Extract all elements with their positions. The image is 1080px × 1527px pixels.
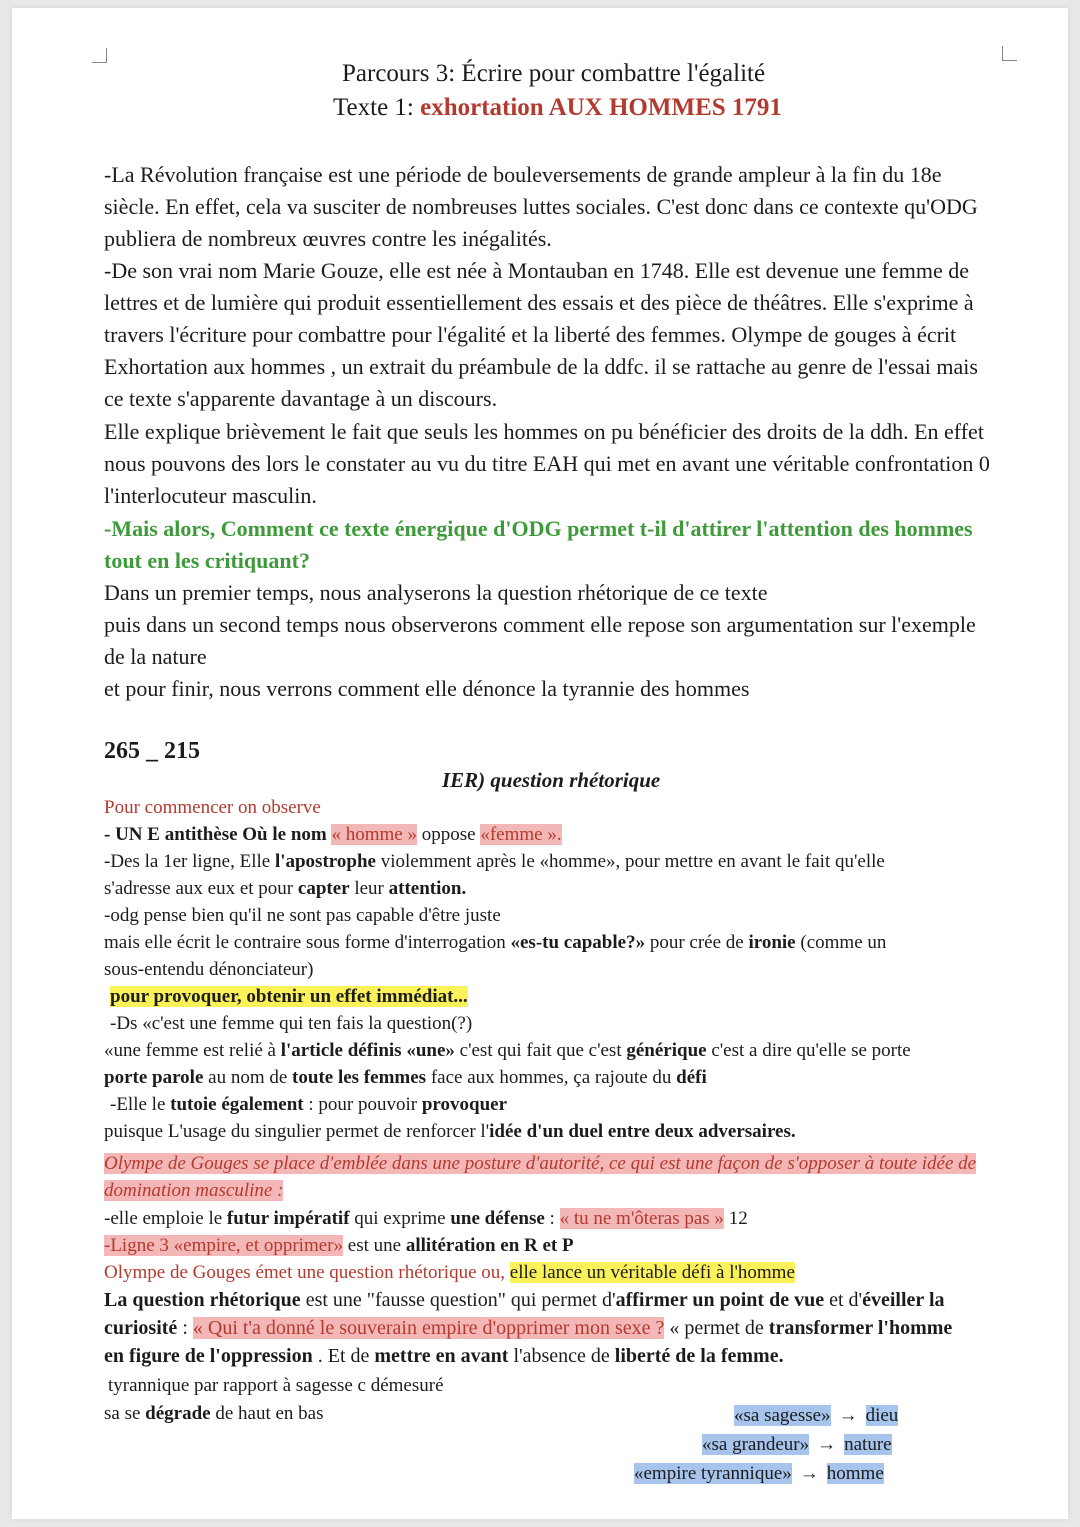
arrow-icon: → — [799, 1463, 819, 1484]
note-text: . Et de — [312, 1345, 375, 1367]
note-line-20 — [104, 1345, 784, 1368]
note-text: violemment après le «homme», pour mettre en avant le fait qu'elle — [375, 851, 885, 872]
note-text: sa se — [104, 1403, 146, 1424]
note-bold: attention. — [388, 878, 467, 899]
note-text: c'est qui fait que c'est — [454, 1040, 627, 1061]
note-line-5: -odg pense bien qu'il ne sont pas capable d'être juste — [104, 905, 501, 926]
note-bold: allitération en R et P — [405, 1235, 574, 1256]
note-text: : pour pouvoir — [303, 1094, 422, 1115]
note-text: : — [177, 1317, 193, 1339]
plan-part-2: puis dans un second temps nous observerons comment elle repose son argumentation sur l'exemple de la nature — [104, 612, 976, 669]
note-line-7: sous-entendu dénonciateur) — [104, 959, 314, 980]
corner-mark-right — [1002, 46, 1017, 61]
note-bold: éveiller la — [862, 1289, 945, 1311]
note-line-18 — [104, 1289, 945, 1312]
note-text: l'absence de — [508, 1345, 615, 1367]
note-line-15 — [104, 1208, 748, 1230]
note-text: mais elle écrit le contraire sous forme d'interrogation — [104, 932, 511, 953]
note-line-16 — [104, 1235, 574, 1257]
note-line-3 — [104, 851, 885, 873]
plan-part-3: et pour finir, nous verrons comment elle dénonce la tyrannie des hommes — [104, 676, 750, 701]
problematique: -Mais alors, Comment ce texte énergique d'ODG permet t-il d'attirer l'attention des hommes tout en les critiquant? — [104, 516, 973, 573]
title-line-1: Parcours 3: Écrire pour combattre l'égalité — [342, 60, 766, 87]
note-text: : — [544, 1208, 560, 1229]
note-bold: l'article définis «une» — [280, 1040, 455, 1061]
note-bold: ironie — [748, 932, 796, 953]
note-bold: «es-tu capable?» — [510, 932, 646, 953]
highlight-provoquer: pour provoquer, obtenir un effet immédiat... — [110, 986, 468, 1007]
note-bold: générique — [626, 1040, 707, 1061]
note-bold: défi — [676, 1067, 707, 1088]
note-line-13 — [104, 1121, 796, 1143]
mapping-right: homme — [826, 1463, 884, 1484]
note-text: pour crée de — [645, 932, 749, 953]
mapping-row-1 — [734, 1405, 898, 1427]
mapping-right: nature — [844, 1434, 892, 1455]
note-bold: La question rhétorique — [104, 1289, 301, 1311]
note-bold: idée d'un duel entre deux adversaires. — [489, 1121, 796, 1142]
note-text: « permet de — [664, 1317, 769, 1339]
section-title: IER) question rhétorique — [442, 768, 661, 792]
note-text: - UN E antithèse Où le nom — [104, 824, 332, 845]
note-bold: en figure de l'oppression — [104, 1345, 313, 1367]
mapping-left: «empire tyrannique» — [634, 1463, 792, 1484]
mapping-right: dieu — [865, 1405, 899, 1426]
highlight-femme: «femme ». — [480, 824, 562, 845]
arrow-icon: → — [817, 1434, 837, 1455]
intro-paragraph-3: Elle explique brièvement le fait que seuls les hommes on pu bénéficier des droits de la ddh. En effet nous pouvons des lors le constater au vu du titre EAH qui met en avant une véritable confrontation 0 l'interlocuteur masculin. — [104, 419, 990, 508]
note-text: 12 — [723, 1208, 748, 1229]
note-text: face aux hommes, ça rajoute du — [426, 1067, 677, 1088]
note-text: au nom de — [203, 1067, 293, 1088]
page-numbers: 265 _ 215 — [104, 738, 200, 764]
note-bold: liberté de la femme. — [614, 1345, 784, 1367]
note-text: Olympe de Gouges émet une question rhétorique ou, — [104, 1262, 510, 1283]
mapping-row-3 — [634, 1463, 884, 1485]
note-text: est une — [343, 1235, 406, 1256]
note-text: «une femme est relié à — [104, 1040, 281, 1061]
note-line-6 — [104, 932, 886, 954]
arrow-icon: → — [838, 1405, 858, 1426]
title-prefix: Texte 1: — [333, 94, 421, 121]
intro-paragraph-2: -De son vrai nom Marie Gouze, elle est née à Montauban en 1748. Elle est devenue une femme de lettres et de lumière qui produit essentiellement des essais et des pièce de théâtres. Elle s'exprime à travers l'écriture pour combattre pour l'égalité et la liberté des femmes. Olympe de gouges à écrit Exhortation aux hommes , un extrait du préambule de la ddfc. il se rattache au genre de l'essai mais ce texte s'apparente davantage à un discours. — [104, 258, 978, 411]
mapping-left: «sa sagesse» — [734, 1405, 831, 1426]
note-bold: capter — [297, 878, 350, 899]
highlight-quote: « tu ne m'ôteras pas » — [559, 1208, 724, 1229]
note-text: -elle emploie le — [104, 1208, 227, 1229]
highlight-autorite: Olympe de Gouges se place d'emblée dans une posture d'autorité, ce qui est une façon de s'opposer à toute idée de domination masculine : — [104, 1153, 977, 1201]
note-text: est une "fausse question" qui permet d' — [300, 1289, 616, 1311]
note-text: puisque L'usage du singulier permet de renforcer l' — [104, 1121, 490, 1142]
plan-part-1: Dans un premier temps, nous analyserons la question rhétorique de ce texte — [104, 580, 768, 605]
note-text: -Elle le — [110, 1094, 171, 1115]
note-text: oppose — [416, 824, 481, 845]
note-text: et d' — [824, 1289, 863, 1311]
note-line-17 — [104, 1262, 795, 1284]
note-bold: curiosité — [104, 1317, 178, 1339]
note-line-19 — [104, 1317, 952, 1340]
intro-paragraph-1: -La Révolution française est une période de bouleversements de grande ampleur à la fin du 18e siècle. En effet, cela va susciter de nombreuses luttes sociales. C'est donc dans ce contexte qu'ODG publiera de nombreux œuvres contre les inégalités. — [104, 162, 978, 251]
note-line-21: tyrannique par rapport à sagesse c démesuré — [108, 1375, 444, 1396]
mapping-row-2 — [702, 1434, 892, 1456]
highlight-ligne3: -Ligne 3 «empire, et opprimer» — [104, 1235, 344, 1256]
note-bold: une défense — [450, 1208, 545, 1229]
note-line-22 — [104, 1403, 324, 1425]
note-text: leur — [349, 878, 389, 899]
highlight-question: « Qui t'a donné le souverain empire d'opprimer mon sexe ? — [192, 1317, 665, 1339]
note-bold: mettre en avant — [374, 1345, 509, 1367]
note-line-12 — [110, 1094, 507, 1116]
note-text: c'est a dire qu'elle se porte — [706, 1040, 911, 1061]
corner-mark-left — [92, 48, 107, 63]
note-bold: affirmer un point de vue — [615, 1289, 825, 1311]
note-text: -Des la 1er ligne, Elle — [104, 851, 275, 872]
mapping-left: «sa grandeur» — [702, 1434, 810, 1455]
note-line-10 — [104, 1040, 911, 1062]
note-text: s'adresse aux eux et pour — [104, 878, 298, 899]
note-bold: l'apostrophe — [274, 851, 376, 872]
note-line-9: -Ds «c'est une femme qui ten fais la question(?) — [110, 1013, 473, 1034]
note-text: qui exprime — [349, 1208, 451, 1229]
title-line-2 — [333, 94, 782, 122]
note-bold: dégrade — [145, 1403, 211, 1424]
note-bold: futur impératif — [226, 1208, 350, 1229]
note-text: de haut en bas — [210, 1403, 324, 1424]
note-bold: porte parole — [104, 1067, 204, 1088]
note-line-14 — [104, 1150, 994, 1204]
note-text: (comme un — [795, 932, 887, 953]
note-line-8 — [110, 986, 468, 1008]
note-line-4 — [104, 878, 466, 900]
note-bold: provoquer — [421, 1094, 508, 1115]
note-line-1: Pour commencer on observe — [104, 797, 321, 818]
highlight-defi: elle lance un véritable défi à l'homme — [509, 1262, 795, 1283]
note-bold: transformer l'homme — [768, 1317, 953, 1339]
note-bold: toute les femmes — [292, 1067, 427, 1088]
note-bold: tutoie également — [170, 1094, 304, 1115]
title-highlight: exhortation AUX HOMMES 1791 — [420, 94, 782, 121]
highlight-homme: « homme » — [331, 824, 417, 845]
note-line-11 — [104, 1067, 707, 1089]
note-line-2 — [104, 824, 562, 846]
